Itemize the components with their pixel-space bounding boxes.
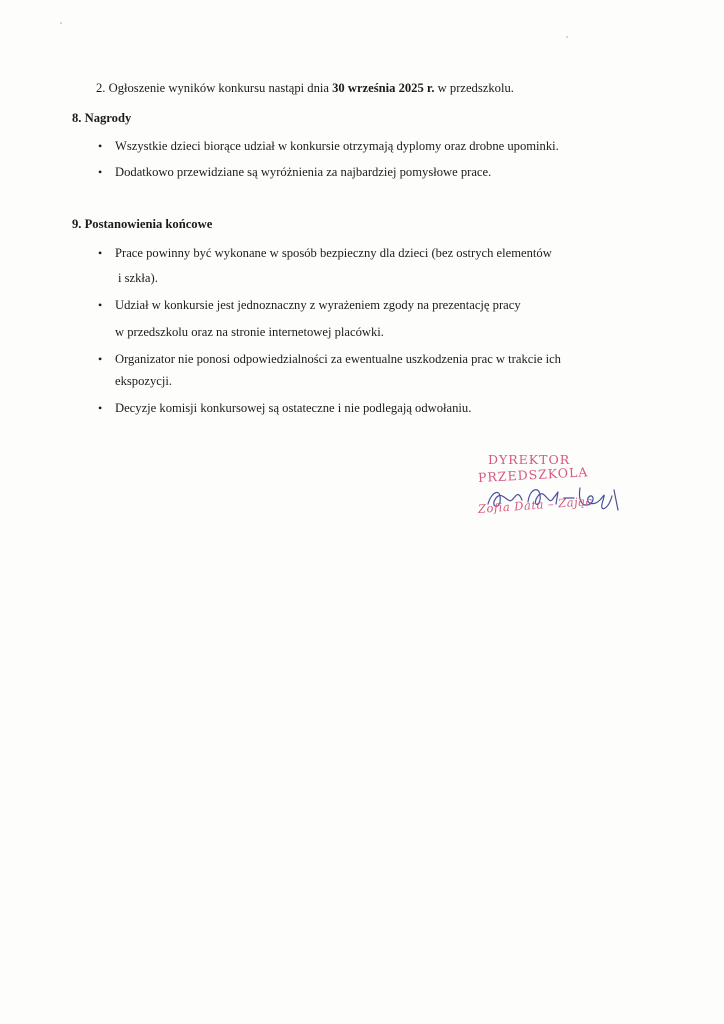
scan-speck	[60, 22, 62, 24]
section-9-bullet-3-line-1: Organizator nie ponosi odpowiedzialności za ewentualne uszkodzenia prac w trakcie ich	[115, 352, 561, 366]
bullet-glyph: •	[98, 139, 103, 153]
bullet-glyph: •	[98, 352, 103, 366]
section-8-bullet-2: Dodatkowo przewidziane są wyróżnienia za najbardziej pomysłowe prace.	[115, 165, 492, 179]
announcement-date: 30 września 2025 r.	[332, 81, 435, 95]
bullet-glyph: •	[98, 246, 103, 260]
list-text-before: Ogłoszenie wyników konkursu nastąpi dnia	[108, 81, 333, 95]
stamp-title: DYREKTOR	[488, 452, 571, 467]
list-item-2	[96, 80, 514, 96]
section-8-heading: 8. Nagrody	[72, 111, 132, 125]
bullet-glyph: •	[98, 401, 103, 415]
section-9-bullet-3-line-2: ekspozycji.	[115, 374, 173, 388]
section-9-bullet-1-line-1: Prace powinny być wykonane w sposób bezpieczny dla dzieci (bez ostrych elementów	[115, 246, 552, 260]
section-9-bullet-2-line-1: Udział w konkursie jest jednoznaczny z wyrażeniem zgody na prezentację pracy	[115, 298, 521, 312]
bullet-glyph: •	[98, 298, 103, 312]
list-number: 2.	[96, 81, 106, 95]
section-8-bullet-1: Wszystkie dzieci biorące udział w konkursie otrzymają dyplomy oraz drobne upominki.	[115, 139, 559, 153]
section-9-bullet-2-line-2: w przedszkolu oraz na stronie internetowej placówki.	[115, 325, 384, 339]
section-9-bullet-1-line-2: i szkła).	[118, 271, 158, 285]
bullet-glyph: •	[98, 165, 103, 179]
stamp-subtitle: PRZEDSZKOLA	[477, 464, 589, 485]
director-stamp	[468, 452, 628, 532]
section-9-heading: 9. Postanowienia końcowe	[72, 217, 213, 231]
stamp-name: Zofia Data – Zając	[477, 494, 593, 516]
scan-speck	[566, 36, 568, 38]
list-text-after: w przedszkolu.	[434, 81, 514, 95]
section-9-bullet-4: Decyzje komisji konkursowej są ostateczne i nie podlegają odwołaniu.	[115, 401, 472, 415]
